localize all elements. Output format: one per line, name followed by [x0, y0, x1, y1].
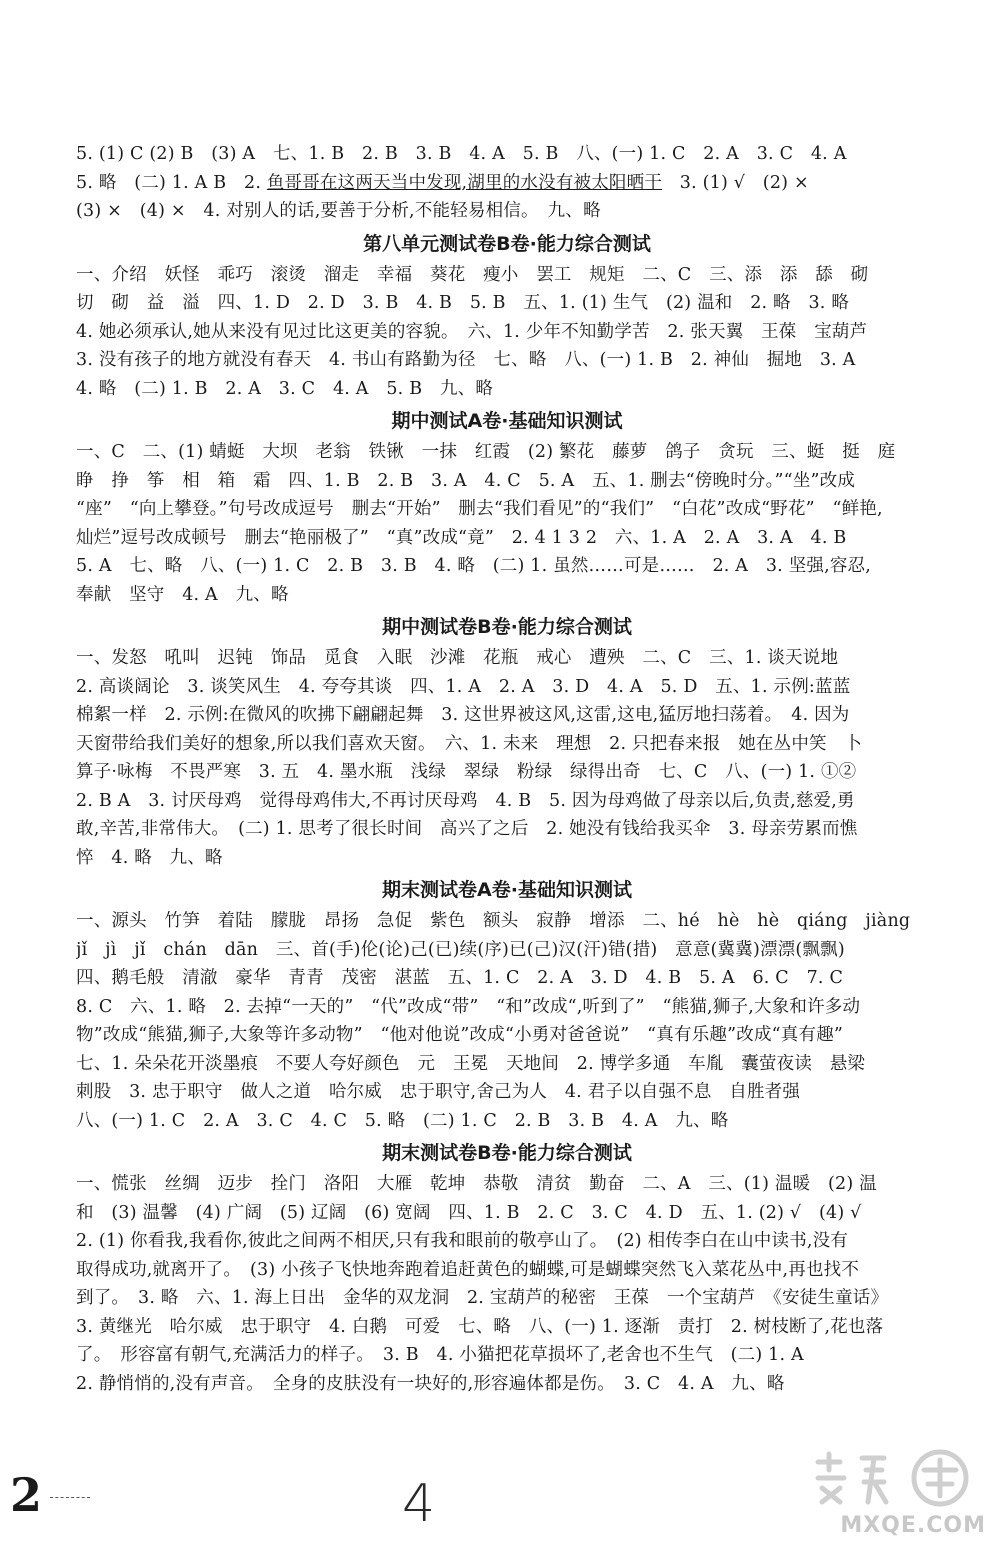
answer-line: 悴 4. 略 九、略	[76, 847, 223, 868]
answer-line: 2. 静悄悄的,没有声音。 全身的皮肤没有一块好的,形容遍体都是伤。 3. C 4. A 九、略	[76, 1373, 785, 1394]
section-title: 期末测试卷B卷·能力综合测试	[382, 1142, 632, 1164]
page-number: 2	[10, 1468, 43, 1522]
answer-line: 了。 形容富有朝气,充满活力的样子。 3. B 4. 小猫把花草损坏了,老舍也不生气 (二) 1. A	[76, 1345, 804, 1365]
answer-line: 八、(一) 1. C 2. A 3. C 4. C 5. 略 (二) 1. C 2. B 3. B 4. A 九、略	[76, 1110, 729, 1131]
answer-line: jǐ jì jǐ chán dān 三、首(手)伦(论)己(已)续(序)已(己)汉(汗)错(措) 意意(冀冀)漂漂(飘飘)	[76, 939, 845, 960]
underlined-answer: 鱼哥哥在这两天当中发现,湖里的水没有被太阳晒干	[266, 172, 663, 193]
watermark-text: MXQE.COM	[840, 1513, 986, 1538]
answer-line: 2. (1) 你看我,我看你,彼此之间两不相厌,只有我和眼前的敬亭山了。 (2) 相传李白在山中读书,没有	[76, 1231, 849, 1251]
answer-line: 奉献 坚守 4. A 九、略	[76, 584, 289, 605]
answer-line: 到了。 3. 略 六、1. 海上日出 金华的双龙洞 2. 宝葫芦的秘密 王葆 一个宝葫芦 《安徒生童话》	[76, 1288, 889, 1308]
answer-line: 天窗带给我们美好的想象,所以我们喜欢天窗。 六、1. 未来 理想 2. 只把春来报 她在丛中笑 卜	[76, 733, 863, 754]
answer-line: 2. B A 3. 讨厌母鸡 觉得母鸡伟大,不再讨厌母鸡 4. B 5. 因为母鸡做了母亲以后,负责,慈爱,勇	[76, 790, 855, 811]
answer-line: 一、介绍 妖怪 乖巧 滚烫 溜走 幸福 葵花 瘦小 罢工 规矩 二、C 三、添 添 舔 砌	[76, 264, 869, 285]
answer-line: “座” “向上攀登。”句号改成逗号 删去“开始” 删去“我们看见”的“我们” “白花”改成“野花” “鲜艳,	[76, 499, 883, 519]
answer-line: 5. (1) C (2) B (3) A 七、1. B 2. B 3. B 4. A 5. B 八、(一) 1. C 2. A 3. C 4. A	[76, 144, 847, 164]
answer-line: 四、鹅毛般 清澈 豪华 青青 茂密 湛蓝 五、1. C 2. A 3. D 4. B 5. A 6. C 7. C	[76, 968, 844, 988]
sections	[76, 229, 938, 1399]
section-title: 第八单元测试卷B卷·能力综合测试	[363, 232, 651, 255]
answer-line: 睁 挣 筝 相 箱 霜 四、1. B 2. B 3. A 4. C 5. A 五、1. 删去“傍晚时分。”“坐”改成	[76, 470, 856, 491]
answer-line: 5. A 七、略 八、(一) 1. C 2. B 3. B 4. 略 (二) 1. 虽然……可是…… 2. A 3. 坚强,容忍,	[76, 556, 872, 576]
answer-line: 2. 高谈阔论 3. 谈笑风生 4. 夸夸其谈 四、1. A 2. A 3. D 4. A 5. D 五、1. 示例:蓝蓝	[76, 676, 851, 697]
answer-line: 和 (3) 温馨 (4) 广阔 (5) 辽阔 (6) 宽阔 四、1. B 2. C 3. C 4. D 五、1. (2) √ (4) √	[76, 1202, 862, 1223]
answer-line: 算子·咏梅 不畏严寒 3. 五 4. 墨水瓶 浅绿 翠绿 粉绿 绿得出奇 七、C 八、(一) 1. ①②	[76, 762, 857, 782]
answer-line: 敢,辛苦,非常伟大。 (二) 1. 思考了很长时间 高兴了之后 2. 她没有钱给我买伞 3. 母亲劳累而憔	[76, 819, 858, 839]
top-section	[76, 140, 938, 226]
watermark	[800, 1448, 990, 1540]
answer-line: 刺股 3. 忠于职守 做人之道 哈尔威 忠于职守,舍己为人 4. 君子以自强不息 自胜者强	[76, 1082, 801, 1102]
answer-line: 一、C 二、(1) 蜻蜓 大坝 老翁 铁锹 一抹 红霞 (2) 繁花 藤萝 鸽子 贪玩 三、蜓 挺 庭	[76, 442, 896, 462]
answer-line-text: 3. (1) √ (2) ×	[662, 172, 809, 193]
answer-line: 8. C 六、1. 略 2. 去掉“一天的” “代”改成“带” “和”改成“,听到了” “熊猫,狮子,大象和许多动	[76, 996, 861, 1017]
answer-line: 4. 她必须承认,她从来没有见过比这更美的容貌。 六、1. 少年不知勤学苦 2. 张天翼 王葆 宝葫芦	[76, 321, 868, 342]
answer-line: 3. 没有孩子的地方就没有春天 4. 书山有路勤为径 七、略 八、(一) 1. B 2. 神仙 掘地 3. A	[76, 350, 856, 370]
answer-line: 棉絮一样 2. 示例:在微风的吹拂下翩翩起舞 3. 这世界被这风,这雷,这电,猛厉地扫荡着。 4. 因为	[76, 705, 850, 725]
answer-line: 物”改成“熊猫,狮子,大象等许多动物” “他对他说”改成“小勇对爸爸说” “真有乐趣”改成“真有趣”	[76, 1025, 844, 1045]
answer-line: 取得成功,就离开了。 (3) 小孩子飞快地奔跑着追赶黄色的蝴蝶,可是蝴蝶突然飞入菜花丛中,再也找不	[76, 1259, 860, 1280]
answer-line: 一、源头 竹笋 着陆 朦胧 昂扬 急促 紫色 额头 寂静 增添 二、hé hè hè qiáng jiàng	[76, 911, 911, 931]
watermark-logo-icon	[810, 1448, 990, 1510]
answer-line: 一、发怒 吼叫 迟钝 饰品 觅食 入眠 沙滩 花瓶 戒心 遭殃 二、C 三、1. 谈天说地	[76, 648, 839, 668]
answer-line	[76, 169, 938, 198]
answer-line: 七、1. 朵朵花开淡墨痕 不要人夸好颜色 元 王冕 天地间 2. 博学多通 车胤 囊萤夜读 悬梁	[76, 1053, 866, 1074]
section-title: 期中测试卷B卷·能力综合测试	[382, 616, 632, 638]
answer-line: 切 砌 益 溢 四、1. D 2. D 3. B 4. B 5. B 五、1. (1) 生气 (2) 温和 2. 略 3. 略	[76, 293, 850, 313]
section-title: 期末测试卷A卷·基础知识测试	[382, 879, 632, 901]
answer-line: 一、慌张 丝绸 迈步 拴门 洛阳 大雁 乾坤 恭敬 清贫 勤奋 二、A 三、(1) 温暖 (2) 温	[76, 1174, 877, 1194]
answer-line: 灿烂”逗号改成顿号 删去“艳丽极了” “真”改成“竟” 2. 4 1 3 2 六、1. A 2. A 3. A 4. B	[76, 527, 847, 548]
answer-line: 3. 黄继光 哈尔威 忠于职守 4. 白鹅 可爱 七、略 八、(一) 1. 逐渐 责打 2. 树枝断了,花也落	[76, 1316, 884, 1337]
answer-line: (3) × (4) × 4. 对别人的话,要善于分析,不能轻易相信。 九、略	[76, 201, 601, 221]
section-title: 期中测试A卷·基础知识测试	[391, 410, 623, 432]
answer-line-text: 5. 略 (二) 1. A B 2.	[76, 172, 267, 193]
page-number-divider	[50, 1497, 90, 1498]
answer-page	[76, 140, 938, 1398]
handwritten-mark: 4	[402, 1474, 436, 1534]
answer-line: 4. 略 (二) 1. B 2. A 3. C 4. A 5. B 九、略	[76, 378, 494, 399]
